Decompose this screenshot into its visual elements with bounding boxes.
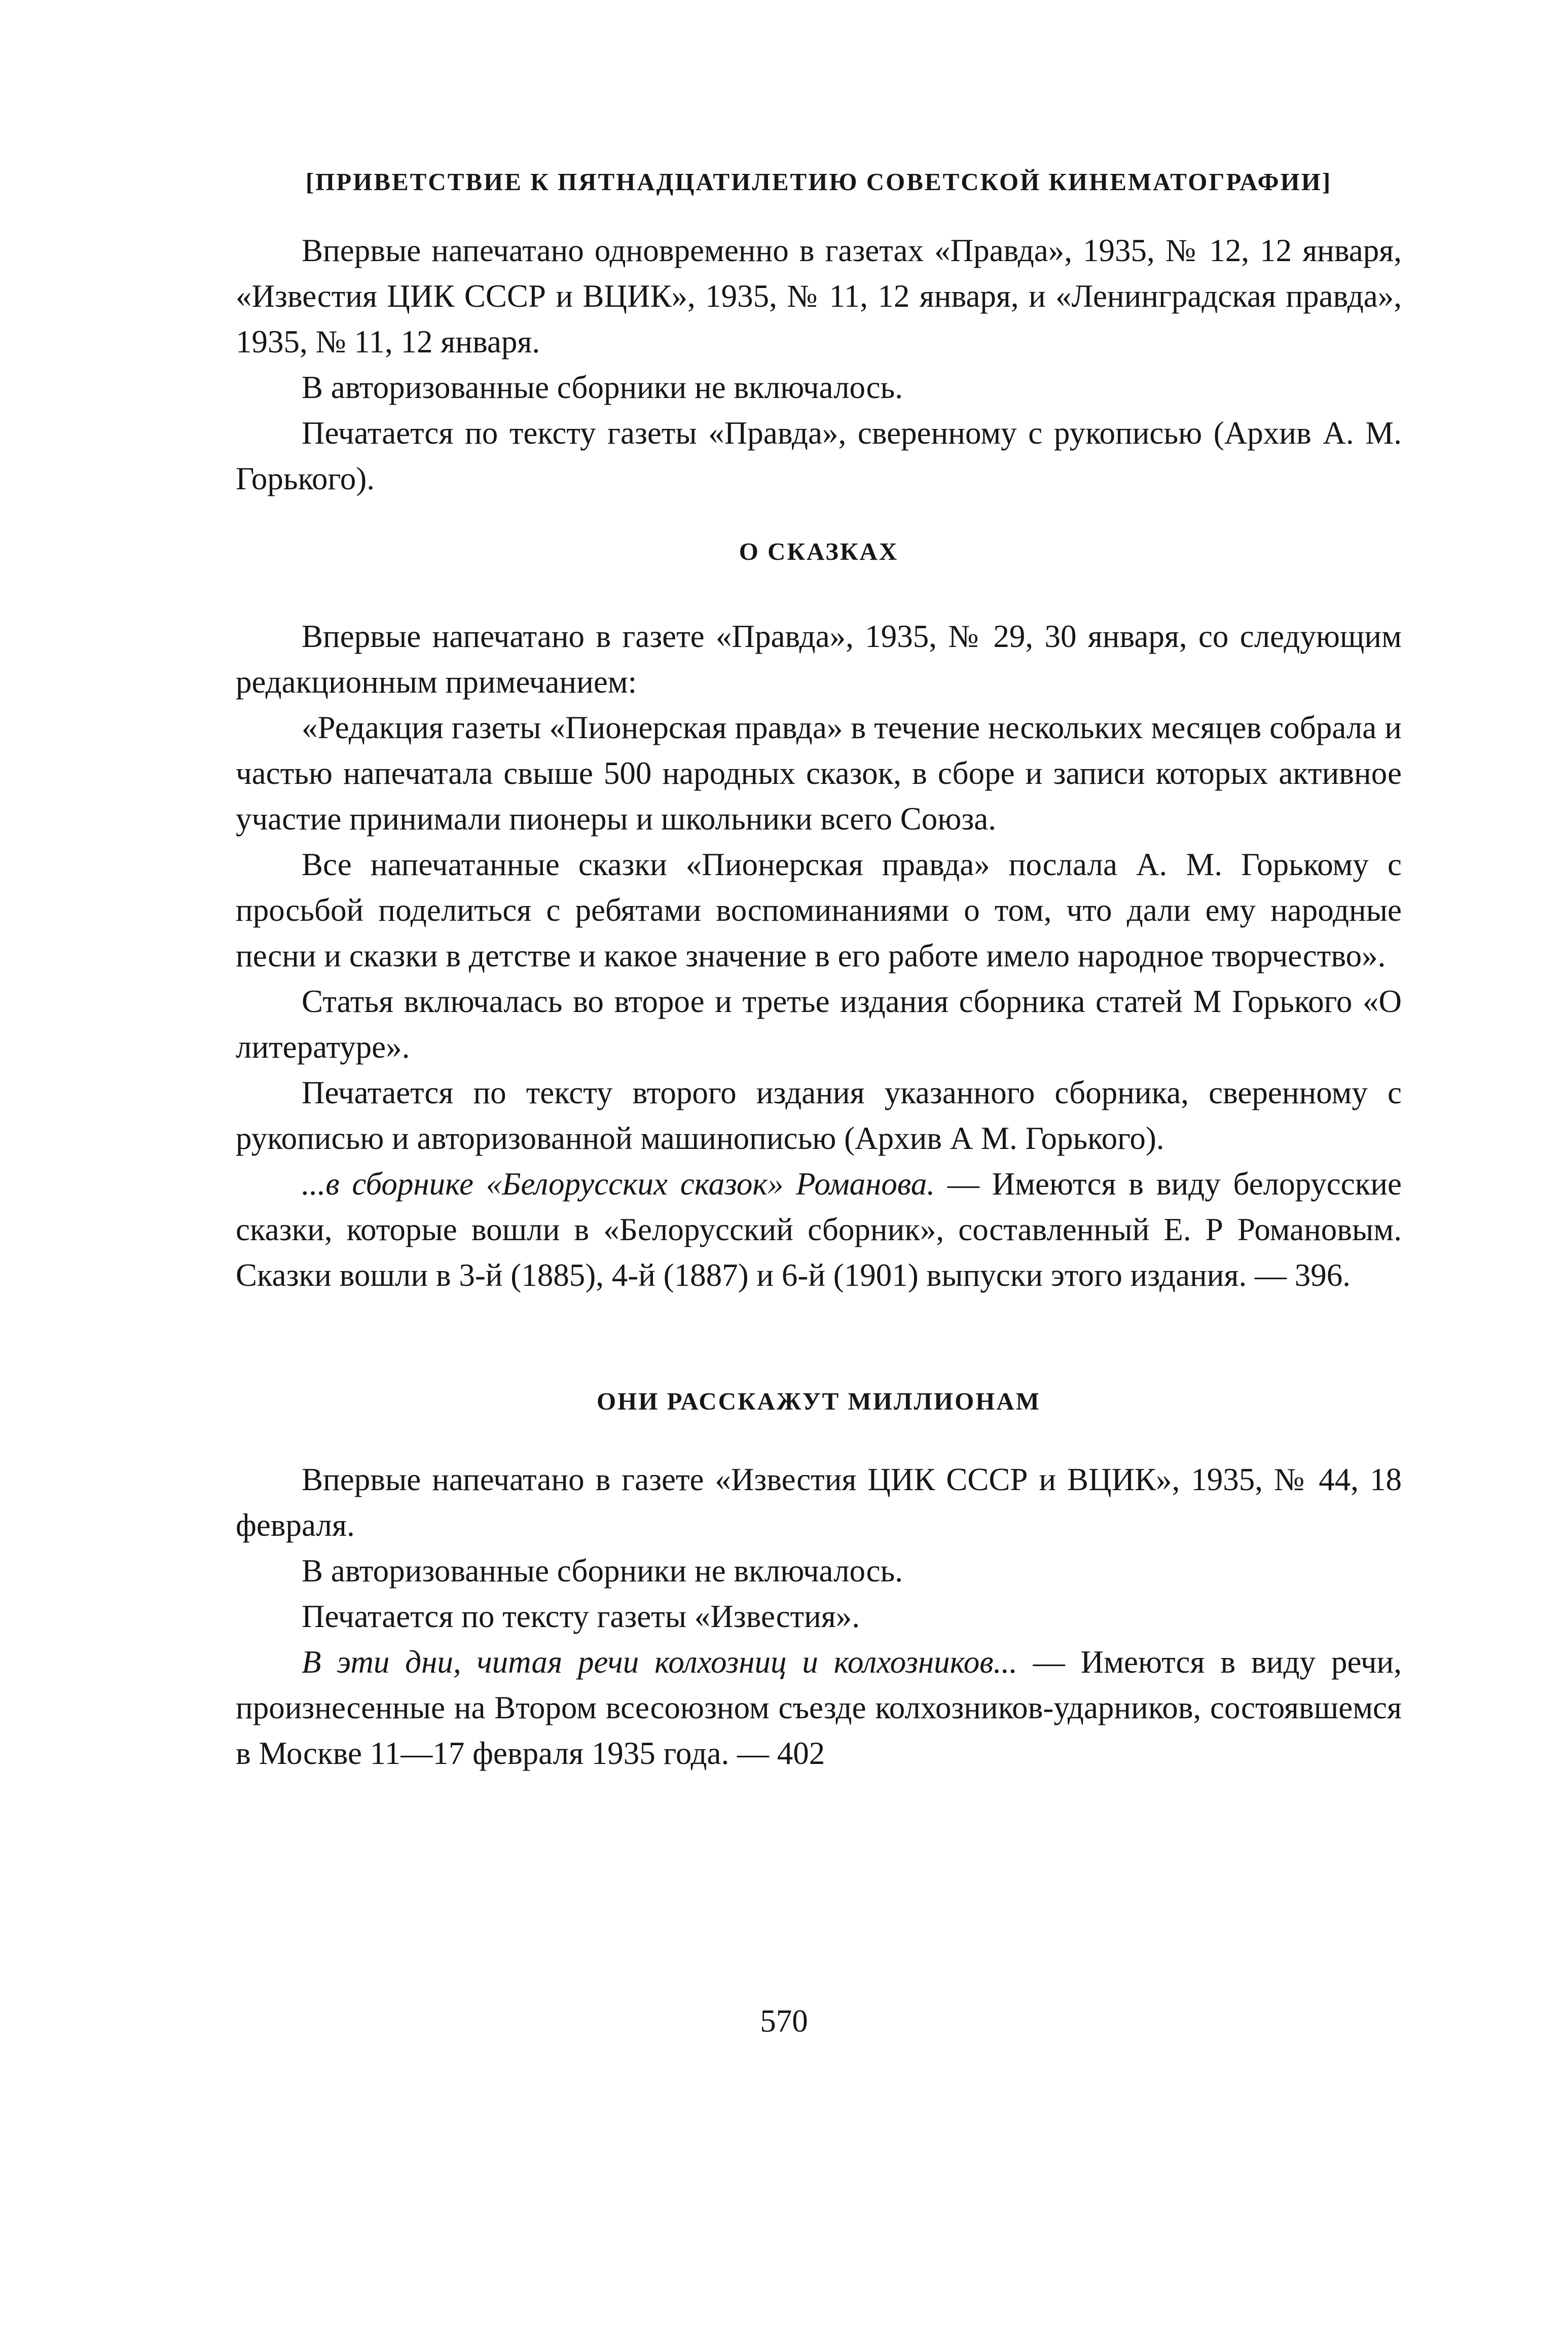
commentary-note — [236, 1639, 1402, 1776]
note-text: — Имеются в виду речи, произнесенные на Втором всесоюзном съезде колхозников-ударников, состоявшемся в Москве 11—17 февраля 1935 года. — 402 — [236, 1644, 1402, 1772]
paragraph: В авторизованные сборники не включалось. — [302, 1553, 903, 1589]
paragraph: Печатается по тексту газеты «Правда», сверенному с рукописью (Архив А. М. Горького). — [236, 415, 1402, 496]
paragraph: Впервые напечатано в газете «Правда», 1935, № 29, 30 января, со следующим редакционным примечанием: — [236, 618, 1402, 700]
section-heading-millions: ОНИ РАССКАЖУТ МИЛЛИОНАМ — [597, 1387, 1041, 1415]
page-number: 570 — [760, 2003, 808, 2039]
paragraph: Печатается по тексту газеты «Известия». — [302, 1599, 860, 1635]
commentary-note — [236, 1161, 1402, 1298]
note-lead: В эти дни, читая речи колхозниц и колхозников... — [302, 1644, 1017, 1680]
note-text: — Имеются в виду белорусские сказки, которые вошли в «Белорусский сборник», составленный Е. Р Романовым. Сказки вошли в 3-й (1885), 4-й (1887) и 6-й (1901) выпуски этого издания. — 396. — [236, 1166, 1402, 1293]
paragraph: Все напечатанные сказки «Пионерская правда» послала А. М. Горькому с просьбой поделиться с ребятами воспоминаниями о том, что дали ему народные песни и сказки в детстве и какое значение в его работе имело народное творчество». — [236, 846, 1402, 973]
page-content — [236, 167, 1402, 1776]
paragraph: Впервые напечатано одновременно в газетах «Правда», 1935, № 12, 12 января, «Известия ЦИК СССР и ВЦИК», 1935, № 11, 12 января, и «Ленинградская правда», 1935, № 11, 12 января. — [236, 232, 1402, 359]
note-lead: ...в сборнике «Белорусских сказок» Романова. — [302, 1166, 935, 1202]
paragraph: Статья включалась во второе и третье издания сборника статей М Горького «О литературе». — [236, 983, 1402, 1065]
paragraph: Печатается по тексту второго издания указанного сборника, сверенному с рукописью и авторизованной машинописью (Архив А М. Горького). — [236, 1074, 1402, 1156]
paragraph: Впервые напечатано в газете «Известия ЦИК СССР и ВЦИК», 1935, № 44, 18 февраля. — [236, 1462, 1402, 1543]
paragraph: В авторизованные сборники не включалось. — [302, 369, 903, 405]
paragraph: «Редакция газеты «Пионерская правда» в течение нескольких месяцев собрала и частью напечатала свыше 500 народных сказок, в сборе и записи которых активное участие принимали пионеры и школьники всего Союза. — [236, 709, 1402, 837]
section-heading-cinema: [ПРИВЕТСТВИЕ К ПЯТНАДЦАТИЛЕТИЮ СОВЕТСКОЙ КИНЕМАТОГРАФИИ] — [305, 168, 1332, 196]
section-heading-fairy-tales: О СКАЗКАХ — [739, 537, 899, 565]
